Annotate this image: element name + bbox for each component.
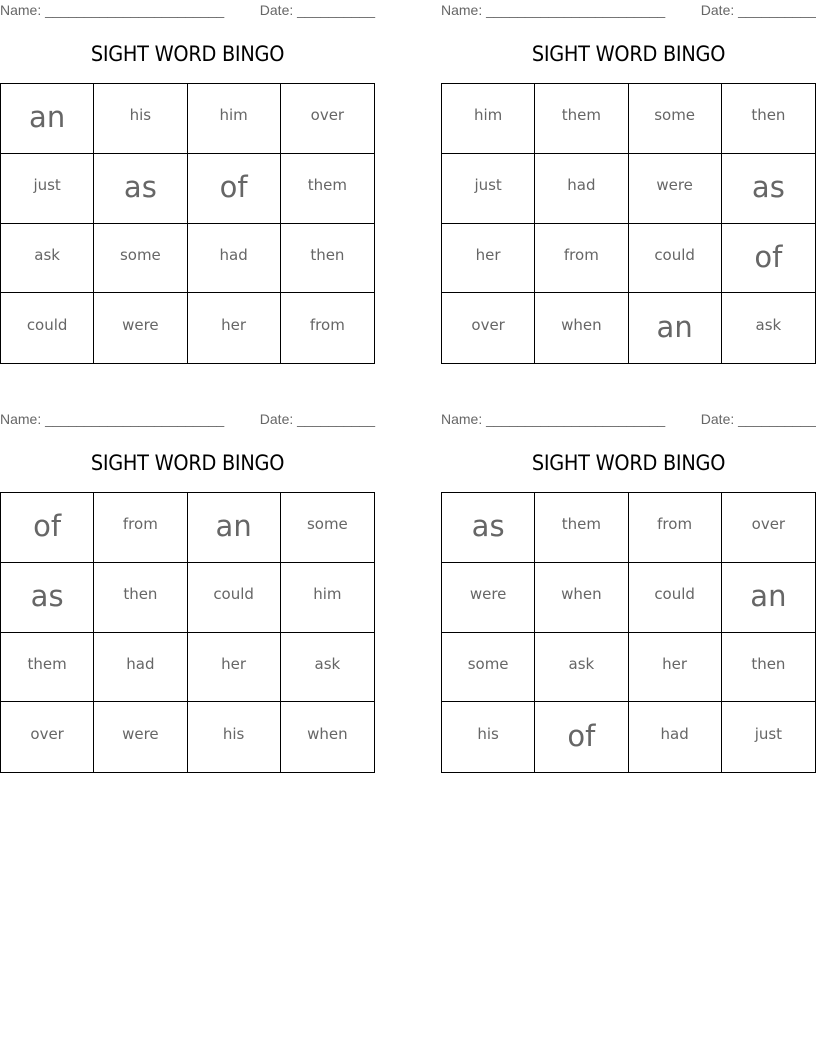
- bingo-cell: her: [188, 293, 281, 363]
- bingo-cell: just: [754, 725, 783, 744]
- name-field: Name: _______________________: [441, 411, 666, 427]
- bingo-cell: some: [94, 224, 187, 294]
- card-header: [0, 411, 375, 429]
- bingo-cell: them: [281, 154, 374, 224]
- bingo-cell: him: [281, 563, 374, 633]
- bingo-cell: then: [94, 563, 187, 633]
- name-field: Name: _______________________: [0, 411, 225, 427]
- name-field: Name: _______________________: [441, 2, 666, 18]
- bingo-grid: [441, 83, 816, 364]
- bingo-cell: from: [309, 316, 345, 335]
- date-field: Date: __________: [700, 411, 816, 427]
- bingo-cell: as: [1, 563, 94, 633]
- bingo-cell: ask: [1, 224, 94, 294]
- card-title: SIGHT WORD BINGO: [531, 42, 726, 66]
- bingo-cell: her: [188, 633, 281, 703]
- card-header: [441, 2, 816, 20]
- bingo-cell: of: [1, 493, 94, 563]
- bingo-cell: when: [307, 725, 348, 744]
- bingo-cell: an: [188, 493, 281, 563]
- bingo-cell: were: [629, 154, 722, 224]
- bingo-grid: [0, 83, 375, 364]
- bingo-cell: an: [629, 293, 722, 363]
- bingo-cell: of: [722, 224, 815, 294]
- bingo-cell: then: [722, 633, 815, 703]
- bingo-cell: over: [722, 493, 815, 563]
- bingo-cell: them: [535, 493, 628, 563]
- bingo-cell: were: [94, 293, 187, 363]
- bingo-cell: had: [629, 702, 722, 772]
- bingo-cell: could: [1, 293, 94, 363]
- bingo-cell: could: [629, 224, 722, 294]
- date-field: Date: __________: [259, 2, 375, 18]
- bingo-grid: [0, 492, 375, 773]
- bingo-cell: his: [442, 702, 535, 772]
- bingo-cell: over: [1, 702, 94, 772]
- bingo-cell: some: [442, 633, 535, 703]
- bingo-cell: them: [1, 633, 94, 703]
- bingo-cell: as: [722, 154, 815, 224]
- bingo-cell: were: [442, 563, 535, 633]
- bingo-cell: were: [94, 702, 187, 772]
- bingo-cell: them: [535, 84, 628, 154]
- bingo-cell: could: [629, 563, 722, 633]
- bingo-cell: an: [1, 84, 94, 154]
- bingo-cell: him: [188, 84, 281, 154]
- bingo-card: [0, 0, 375, 365]
- bingo-cell: of: [188, 154, 281, 224]
- bingo-cell: her: [629, 633, 722, 703]
- bingo-cell: from: [629, 493, 722, 563]
- bingo-cell: when: [535, 293, 628, 363]
- bingo-cell: just: [1, 154, 94, 224]
- date-field: Date: __________: [700, 2, 816, 18]
- bingo-card: [441, 409, 816, 774]
- bingo-cell: some: [281, 493, 374, 563]
- bingo-cell: his: [94, 84, 187, 154]
- bingo-cell: some: [629, 84, 722, 154]
- bingo-cell: ask: [281, 633, 374, 703]
- bingo-card: [0, 409, 375, 774]
- bingo-cell: when: [535, 563, 628, 633]
- bingo-cell: ask: [535, 633, 628, 703]
- bingo-cell: had: [535, 154, 628, 224]
- bingo-cell: just: [442, 154, 535, 224]
- bingo-cell: ask: [755, 316, 782, 335]
- card-header: [441, 411, 816, 429]
- bingo-cell: as: [94, 154, 187, 224]
- name-field: Name: _______________________: [0, 2, 225, 18]
- card-title: SIGHT WORD BINGO: [90, 42, 285, 66]
- bingo-cell: as: [442, 493, 535, 563]
- bingo-cell: then: [722, 84, 815, 154]
- bingo-card: [441, 0, 816, 365]
- bingo-cell: of: [535, 702, 628, 772]
- bingo-cell: over: [281, 84, 374, 154]
- card-title: SIGHT WORD BINGO: [90, 451, 285, 475]
- card-header: [0, 2, 375, 20]
- bingo-cell: had: [94, 633, 187, 703]
- bingo-cell: an: [722, 563, 815, 633]
- bingo-cell: then: [281, 224, 374, 294]
- card-title: SIGHT WORD BINGO: [531, 451, 726, 475]
- bingo-grid: [441, 492, 816, 773]
- bingo-cell: over: [442, 293, 535, 363]
- bingo-cell: her: [442, 224, 535, 294]
- bingo-cell: his: [188, 702, 281, 772]
- bingo-cell: could: [188, 563, 281, 633]
- date-field: Date: __________: [259, 411, 375, 427]
- bingo-cell: from: [535, 224, 628, 294]
- bingo-cell: had: [188, 224, 281, 294]
- bingo-cell: him: [442, 84, 535, 154]
- bingo-cell: from: [94, 493, 187, 563]
